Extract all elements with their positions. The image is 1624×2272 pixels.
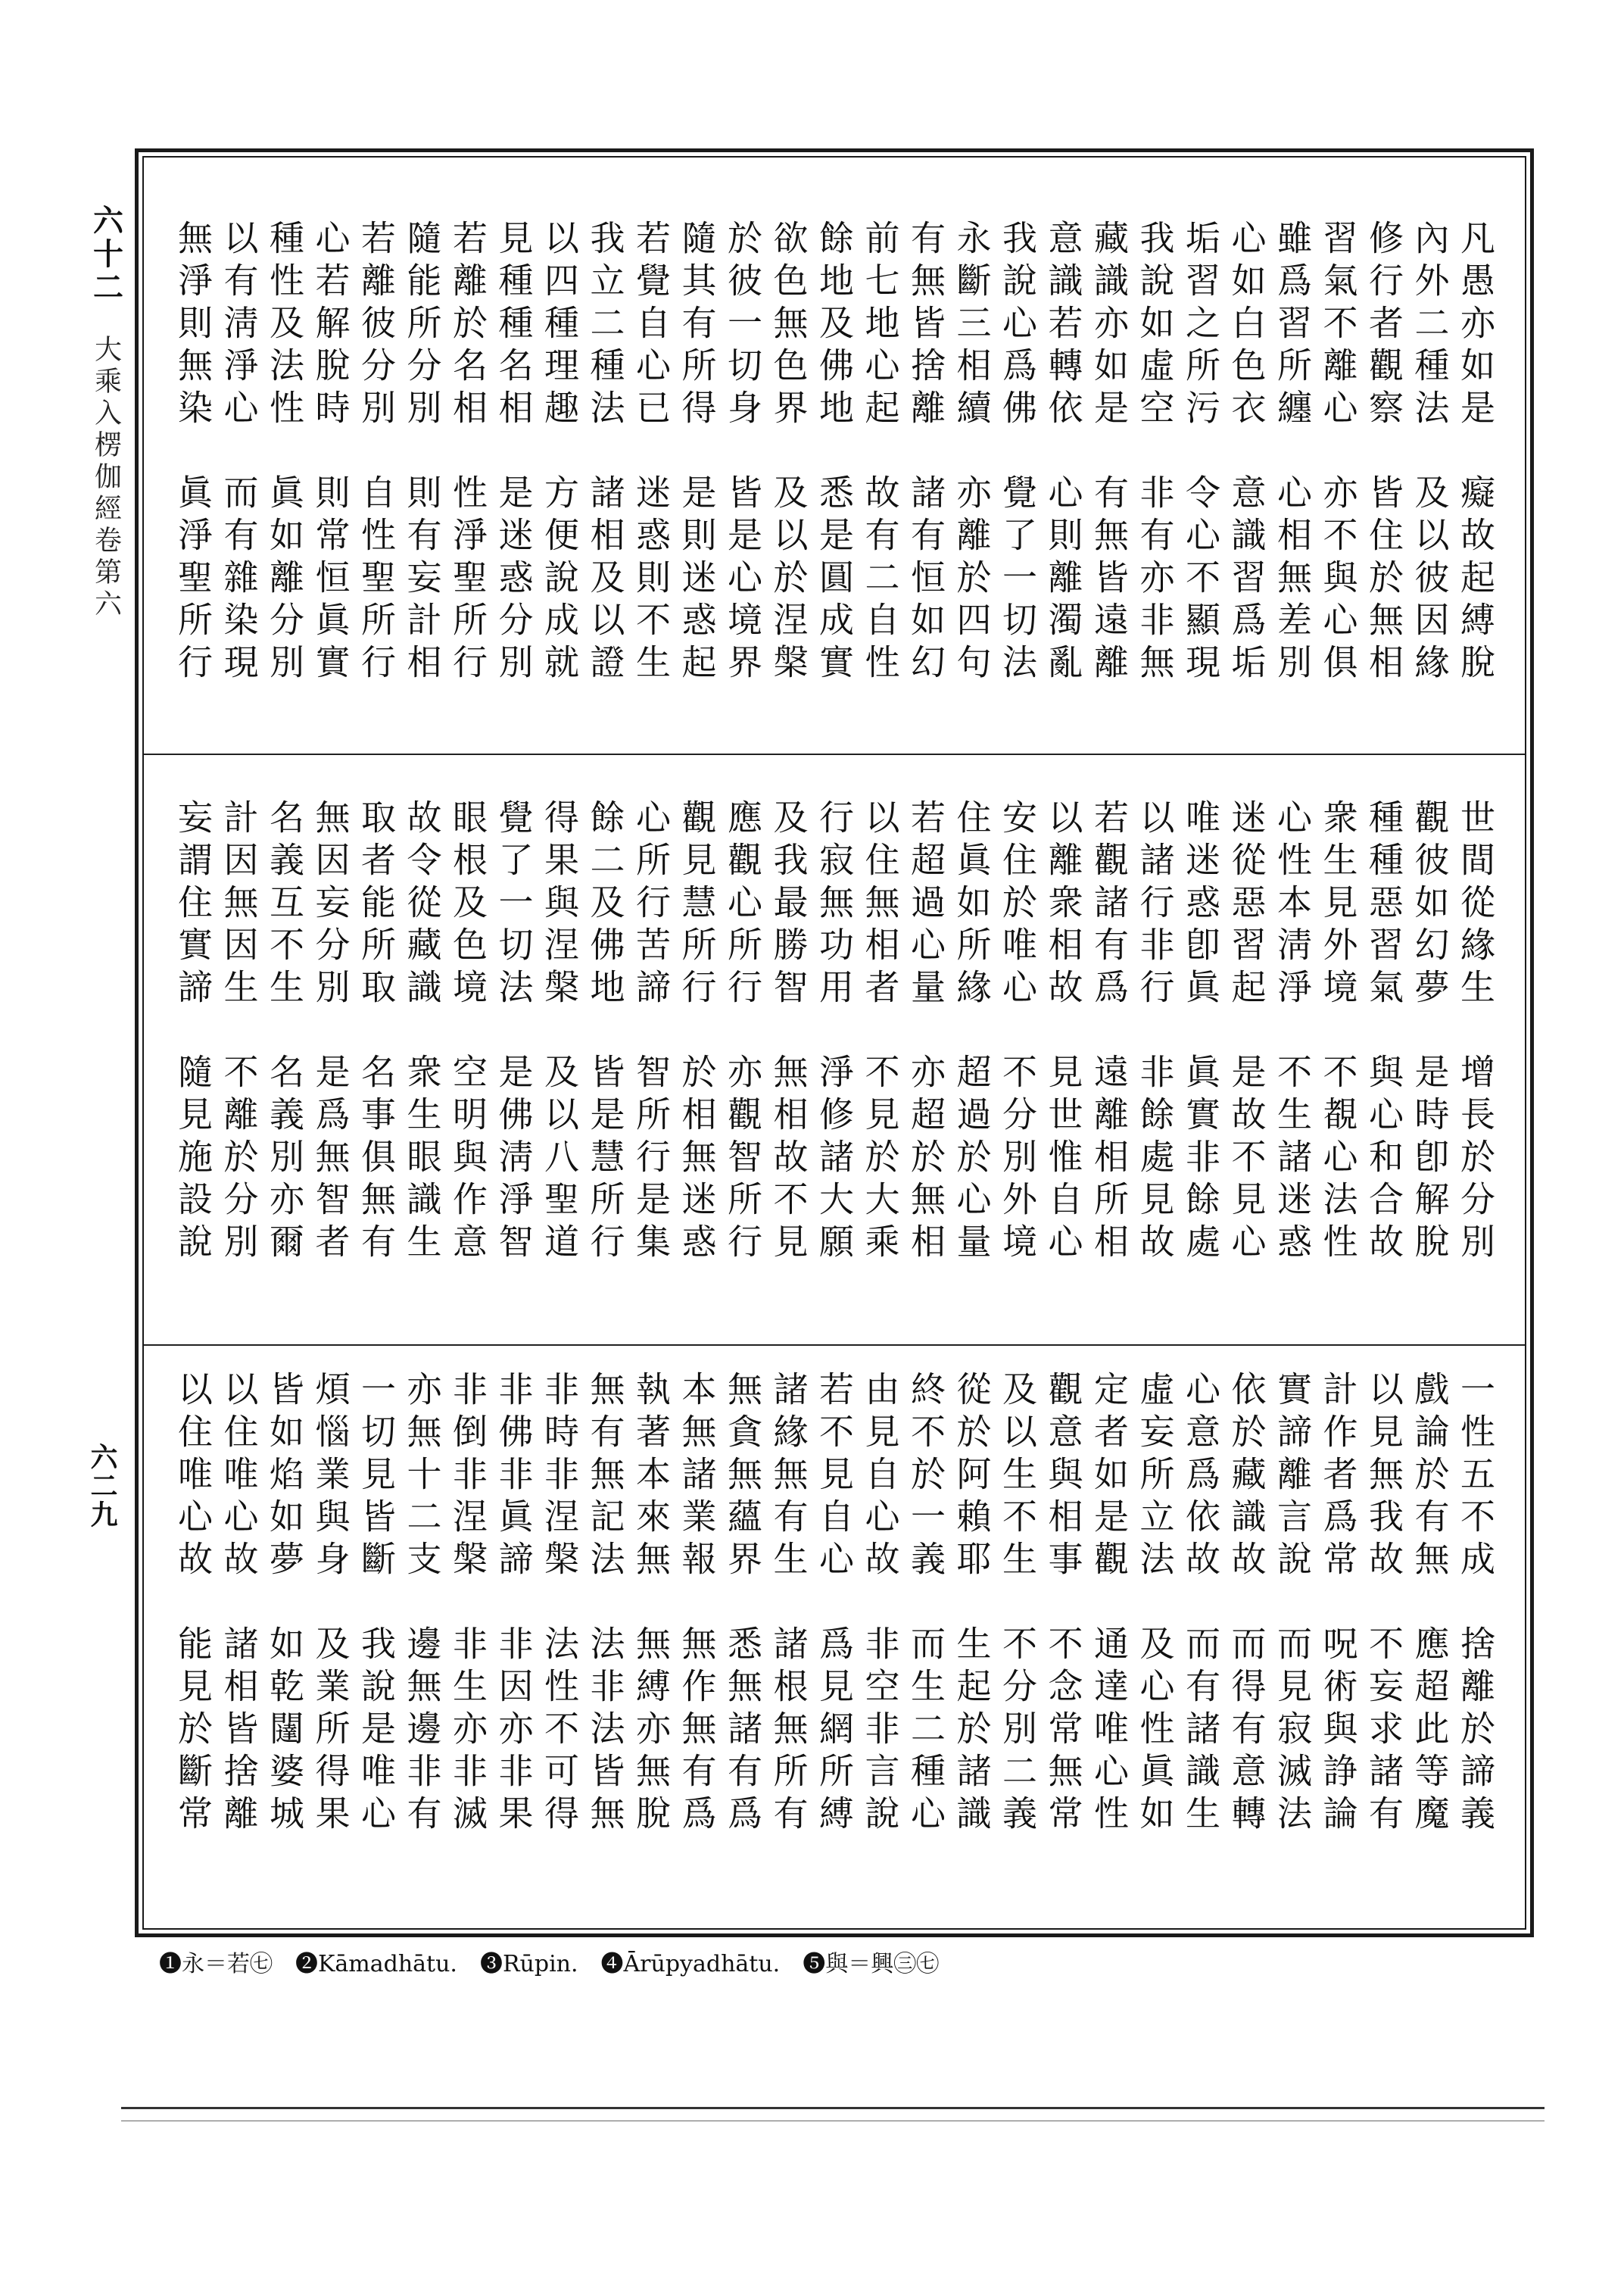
- verse-line: 若離於名相 性淨聖所行: [447, 220, 488, 686]
- verse-band-3: [144, 1371, 1525, 1886]
- verse-line: 安住於唯心 不分別外境: [997, 799, 1038, 1266]
- verse-line: 以離衆相故 見世惟自心: [1043, 799, 1084, 1266]
- verse-line: 虛妄所立法 及心性眞如: [1134, 1371, 1176, 1837]
- verse-line: 若不見自心 爲見網所縛: [814, 1371, 855, 1837]
- verse-band-1: [144, 220, 1525, 742]
- verse-line: 應觀心所行 亦觀智所行: [722, 799, 763, 1266]
- page-number: 六十二: [88, 204, 124, 304]
- footnotes: ❶永＝若㊆ ❷Kāmadhātu. ❸Rūpin. ❹Ārūpyadhātu. ❺與＝興㊂㊆: [159, 1951, 940, 1977]
- verse-line: 終不於一義 而生二種心: [906, 1371, 946, 1837]
- verse-line: 及我最勝智 無相故不見: [768, 799, 809, 1266]
- verse-line: 以住唯心故 能見於斷常: [173, 1371, 214, 1837]
- verse-line: 雖爲習所纏 心相無差別: [1272, 220, 1313, 686]
- verse-line: 永斷三相續 亦離於四句: [951, 220, 993, 686]
- band-divider: [144, 754, 1525, 755]
- verse-line: 隨其有所得 是則迷惑起: [676, 220, 718, 686]
- verse-line: 心意爲依故 而有諸識生: [1180, 1371, 1221, 1837]
- verse-line: 種性及法性 眞如離分別: [264, 220, 305, 686]
- verse-line: 以住唯心故 諸相皆捨離: [218, 1371, 260, 1837]
- verse-line: 若觀諸有爲 遠離相所相: [1089, 799, 1130, 1266]
- verse-line: 依於藏識故 而得有意轉: [1226, 1371, 1267, 1837]
- verse-line: 觀見慧所行 於相無迷惑: [676, 799, 718, 1266]
- verse-line: 皆如焰如夢 如乾闥婆城: [264, 1371, 305, 1837]
- verse-line: 故令從藏識 衆生眼識生: [401, 799, 443, 1266]
- verse-line: 得果與涅槃 及以八聖道: [539, 799, 580, 1266]
- verse-line: 以有淸淨心 而有雜染現: [218, 220, 260, 686]
- verse-line: 定者如是觀 通達唯心性: [1089, 1371, 1130, 1837]
- verse-line: 若離彼分別 自性聖所行: [356, 220, 397, 686]
- verse-line: 由見自心故 非空非言說: [859, 1371, 901, 1837]
- verse-line: 計因無因生 不離於分別: [218, 799, 260, 1266]
- verse-line: 及以生不生 不分別二義: [997, 1371, 1038, 1837]
- verse-line: 無有無記法 法非法皆無: [584, 1371, 626, 1837]
- verse-line: 以住無相者 不見於大乘: [859, 799, 901, 1266]
- verse-line: 從於阿賴耶 生起於諸識: [951, 1371, 993, 1837]
- verse-line: 一性五不成 捨離於諦義: [1455, 1371, 1496, 1837]
- verse-line: 內外二種法 及以彼因緣: [1409, 220, 1451, 686]
- verse-line: 取者能所取 名事俱無有: [356, 799, 397, 1266]
- running-title: 大乘入楞伽經卷第六: [90, 335, 122, 621]
- verse-line: 見種種名相 是迷惑分別: [493, 220, 535, 686]
- verse-line: 唯迷惑卽眞 眞實非餘處: [1180, 799, 1221, 1266]
- verse-line: 意識若轉依 心則離濁亂: [1043, 220, 1084, 686]
- verse-line: 習氣不離心 亦不與心俱: [1317, 220, 1359, 686]
- verse-line: 餘二及佛地 皆是慧所行: [584, 799, 626, 1266]
- verse-line: 世間從緣生 增長於分別: [1455, 799, 1496, 1266]
- verse-line: 執著本來無 無縛亦無脫: [631, 1371, 672, 1837]
- verse-line: 有無皆捨離 諸有恒如幻: [906, 220, 946, 686]
- verse-line: 亦無十二支 邊無邊非有: [401, 1371, 443, 1837]
- side-page-number: 六二九: [86, 1443, 118, 1529]
- verse-line: 藏識亦如是 有無皆遠離: [1089, 220, 1130, 686]
- verse-line: 非時非涅槃 法性不可得: [539, 1371, 580, 1837]
- verse-line: 欲色無色界 及以於涅槃: [768, 220, 809, 686]
- verse-line: 修行者觀察 皆住於無相: [1364, 220, 1404, 686]
- verse-line: 隨能所分別 則有妄計相: [401, 220, 443, 686]
- verse-line: 以四種理趣 方便說成就: [539, 220, 580, 686]
- verse-line: 無因妄分別 是爲無智者: [310, 799, 351, 1266]
- verse-line: 無淨則無染 眞淨聖所行: [173, 220, 214, 686]
- verse-line: 非佛非眞諦 非因亦非果: [493, 1371, 535, 1837]
- left-margin: [83, 204, 129, 621]
- verse-line: 計作者爲常 呪術與諍論: [1317, 1371, 1359, 1837]
- verse-line: 眼根及色境 空明與作意: [447, 799, 488, 1266]
- verse-line: 衆生見外境 不覩心法性: [1317, 799, 1359, 1266]
- verse-line: 我說心爲佛 覺了一切法: [997, 220, 1038, 686]
- verse-line: 心性本淸淨 不生諸迷惑: [1272, 799, 1313, 1266]
- verse-line: 諸緣無有生 諸根無所有: [768, 1371, 809, 1837]
- verse-line: 餘地及佛地 悉是圓成實: [814, 220, 855, 686]
- band-divider: [144, 1344, 1525, 1346]
- verse-line: 種種惡習氣 與心和合故: [1364, 799, 1404, 1266]
- verse-line: 觀意與相事 不念常無常: [1043, 1371, 1084, 1837]
- verse-line: 行寂無功用 淨修諸大願: [814, 799, 855, 1266]
- verse-line: 住眞如所緣 超過於心量: [951, 799, 993, 1266]
- verse-line: 實諦離言說 而見寂滅法: [1272, 1371, 1313, 1837]
- verse-line: 妄謂住實諦 隨見施設說: [173, 799, 214, 1266]
- verse-line: 覺了一切法 是佛淸淨智: [493, 799, 535, 1266]
- verse-line: 觀彼如幻夢 是時卽解脫: [1409, 799, 1451, 1266]
- bottom-rule: [121, 2107, 1545, 2109]
- verse-line: 煩惱業與身 及業所得果: [310, 1371, 351, 1837]
- verse-line: 一切見皆斷 我說是唯心: [356, 1371, 397, 1837]
- verse-line: 戲論於有無 應超此等魔: [1409, 1371, 1451, 1837]
- verse-line: 迷從惡習起 是故不見心: [1226, 799, 1267, 1266]
- verse-line: 心若解脫時 則常恒眞實: [310, 220, 351, 686]
- verse-line: 於彼一切身 皆是心境界: [722, 220, 763, 686]
- verse-line: 凡愚亦如是 癡故起縛脫: [1455, 220, 1496, 686]
- verse-line: 以諸行非行 非餘處見故: [1134, 799, 1176, 1266]
- verse-line: 無貪無蘊界 悉無諸有爲: [722, 1371, 763, 1837]
- verse-line: 非倒非涅槃 非生亦非滅: [447, 1371, 488, 1837]
- verse-line: 若超過心量 亦超於無相: [906, 799, 946, 1266]
- verse-band-2: [144, 799, 1525, 1314]
- verse-line: 我立二種法 諸相及以證: [584, 220, 626, 686]
- verse-line: 心如白色衣 意識習爲垢: [1226, 220, 1267, 686]
- verse-line: 我說如虛空 非有亦非無: [1134, 220, 1176, 686]
- verse-line: 以見無我故 不妄求諸有: [1364, 1371, 1404, 1837]
- verse-line: 名義互不生 名義別亦爾: [264, 799, 305, 1266]
- verse-line: 垢習之所污 令心不顯現: [1180, 220, 1221, 686]
- verse-line: 若覺自心已 迷惑則不生: [631, 220, 672, 686]
- verse-line: 前七地心起 故有二自性: [859, 220, 901, 686]
- verse-line: 心所行苦諦 智所行是集: [631, 799, 672, 1266]
- verse-line: 本無諸業報 無作無有爲: [676, 1371, 718, 1837]
